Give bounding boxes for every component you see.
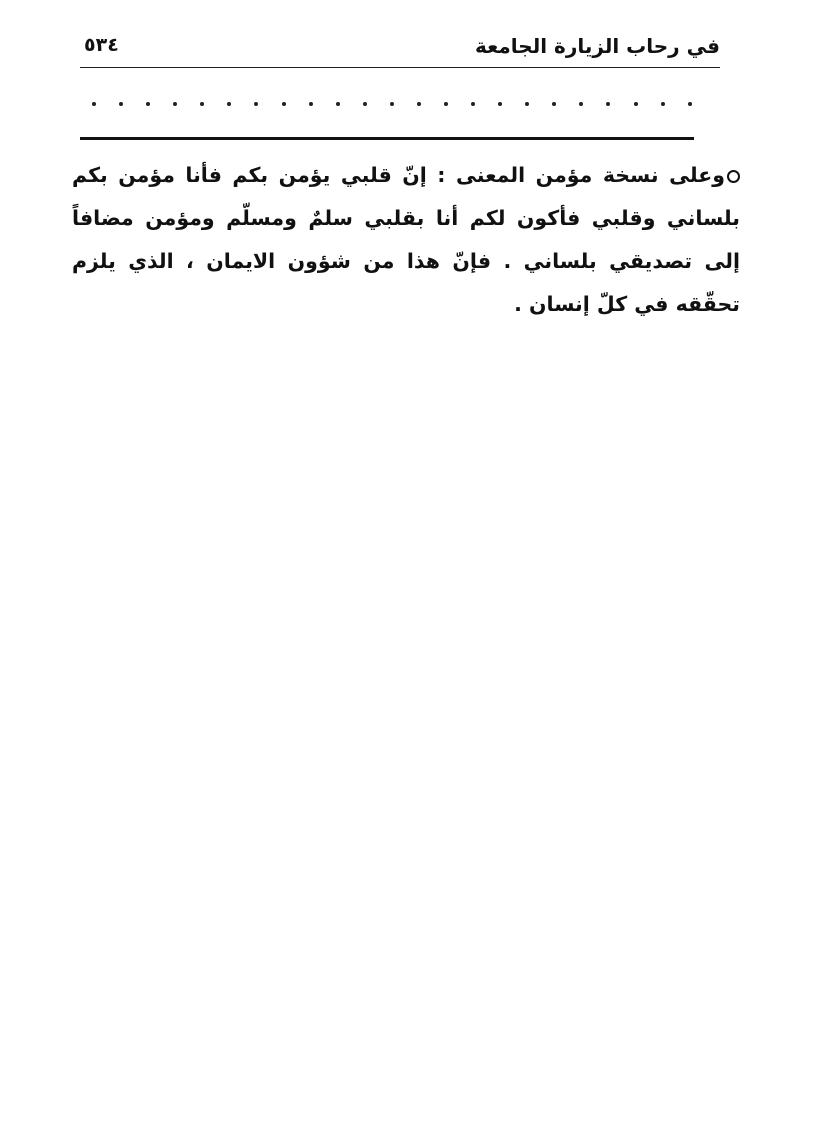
footnote-text: وعلى نسخة مؤمن المعنى : إنّ قلبي يؤمن بكم فأنا مؤمن بكم بلساني وقلبي فأكون لكم أنا بقلبي سلمٌ ومسلّم ومؤمن مضافاً إلى تصديقي بلساني . فإنّ هذا من شؤون الايمان ، الذي يلزم تحقّقه في كلّ إنسان . [72,163,740,316]
separator-dot [471,102,475,106]
separator-dot [363,102,367,106]
circle-arrow-icon [727,170,740,183]
separator-dot [552,102,556,106]
page-number: ٥٣٤ [84,34,119,56]
running-title: في رحاب الزيارة الجامعة [475,34,720,58]
separator-dot [282,102,286,106]
separator-dot [579,102,583,106]
separator-dot [309,102,313,106]
page-header [80,28,720,68]
separator-dot [254,102,258,106]
separator-dot [688,102,692,106]
separator-dot [200,102,204,106]
separator-dot [498,102,502,106]
separator-dot [525,102,529,106]
separator-dot [336,102,340,106]
separator-dot [661,102,665,106]
separator-dot [92,102,96,106]
separator-dot [173,102,177,106]
separator-dot [227,102,231,106]
footnote-rule [80,137,694,140]
separator-dot [606,102,610,106]
separator-dot [417,102,421,106]
separator-dot [146,102,150,106]
dotted-separator [92,92,692,116]
separator-dot [634,102,638,106]
footnote-paragraph [72,154,740,326]
separator-dot [444,102,448,106]
separator-dot [390,102,394,106]
separator-dot [119,102,123,106]
